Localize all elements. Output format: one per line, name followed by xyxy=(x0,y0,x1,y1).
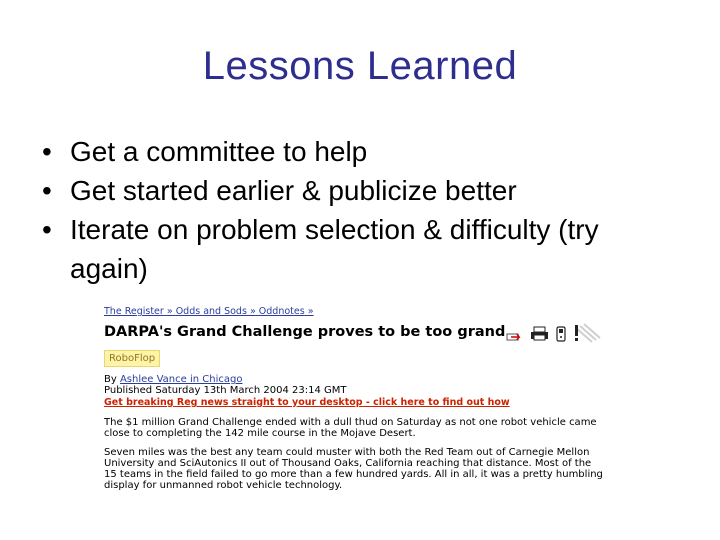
breadcrumb-separator: » xyxy=(249,306,256,317)
bullet-dot: • xyxy=(42,214,52,245)
news-article-screenshot xyxy=(104,305,604,505)
bullet-item xyxy=(42,171,682,210)
slide-title: Lessons Learned xyxy=(202,44,518,88)
breadcrumb-link-register[interactable]: The Register xyxy=(104,306,164,317)
phone-icon[interactable] xyxy=(556,326,566,346)
breadcrumb-link-oddnotes[interactable]: Oddnotes xyxy=(258,306,305,317)
article-headline: DARPA's Grand Challenge proves to be too grand xyxy=(104,324,506,340)
email-icon[interactable] xyxy=(530,326,550,346)
byline-prefix: By xyxy=(104,374,117,385)
print-icon[interactable] xyxy=(506,328,524,347)
breadcrumb-separator: » xyxy=(307,306,314,317)
alert-icon[interactable] xyxy=(570,322,604,350)
breadcrumb xyxy=(104,305,604,318)
breadcrumb-separator: » xyxy=(166,306,173,317)
bullet-list xyxy=(42,132,682,288)
bullet-dot: • xyxy=(42,136,52,167)
article-paragraph: The $1 million Grand Challenge ended with a dull thud on Saturday as not one robot vehicle came close to completing the 142 mile course in the Mojave Desert. xyxy=(104,417,597,439)
bullet-item xyxy=(42,210,682,288)
bullet-text: Get started earlier & publicize better xyxy=(70,175,517,206)
bullet-dot: • xyxy=(42,175,52,206)
article-tools xyxy=(506,324,604,344)
promo-link[interactable]: Get breaking Reg news straight to your desktop - click here to find out how xyxy=(104,397,510,408)
article-kicker: RoboFlop xyxy=(104,350,160,367)
byline xyxy=(104,374,604,385)
author-link[interactable]: Ashlee Vance in Chicago xyxy=(119,374,243,385)
headline-row xyxy=(104,318,604,342)
bullet-text: Iterate on problem selection & difficulty (try again) xyxy=(70,214,599,284)
bullet-item xyxy=(42,132,682,171)
bullet-text: Get a committee to help xyxy=(70,136,368,167)
article-paragraph: Seven miles was the best any team could muster with both the Red Team out of Carnegie Mellon University and SciAutonics II out of Thousand Oaks, California reaching that distance. Most of the 15 teams in the field failed to go more than a few hundred yards. All in all, it was a pretty humbling display for unmanned robot vehicle technology. xyxy=(104,447,603,491)
breadcrumb-link-odds-and-sods[interactable]: Odds and Sods xyxy=(175,306,247,317)
published-date: Published Saturday 13th March 2004 23:14 GMT xyxy=(104,385,347,396)
